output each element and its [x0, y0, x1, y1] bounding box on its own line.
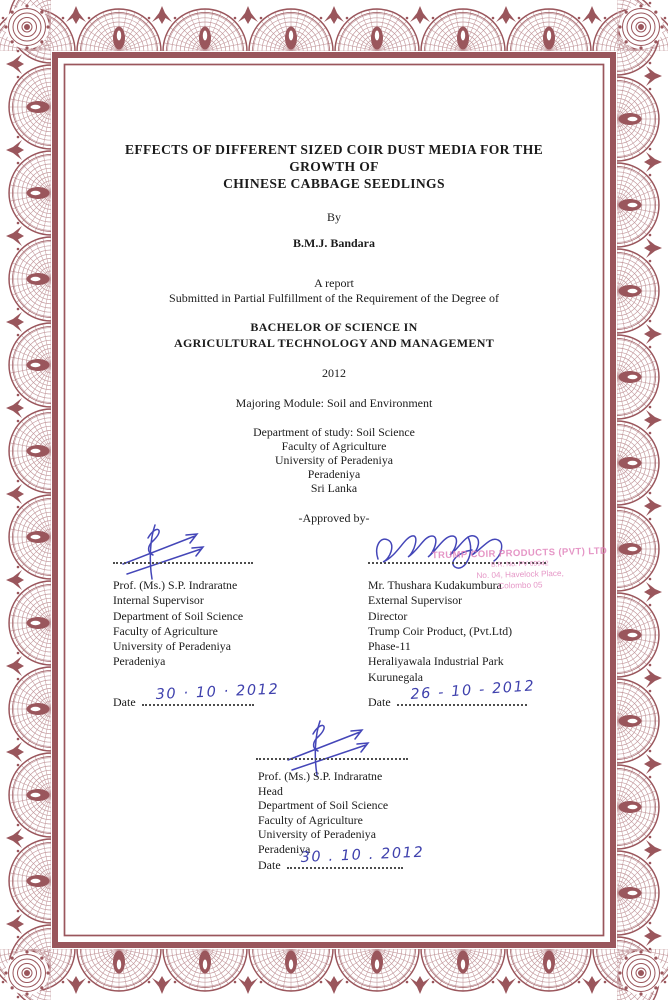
stamp-city: Colombo 05: [498, 579, 543, 591]
head-signature: [284, 717, 376, 777]
signatory-company: Trump Coir Product, (Pvt.Ltd): [368, 623, 513, 638]
report-title-line-2: GROWTH OF: [289, 159, 379, 174]
date-dotted-line: [142, 681, 280, 706]
signature-line: [256, 758, 408, 760]
signatory-role: External Supervisor: [368, 593, 463, 608]
department-line: Department of study: Soil Science: [253, 425, 415, 439]
signatory-role: Head: [258, 783, 283, 798]
report-title-line-1: EFFECTS OF DIFFERENT SIZED COIR DUST MEDIA FOR THE: [124, 142, 544, 157]
majoring-module: Majoring Module: Soil and Environment: [235, 396, 433, 410]
signatory-role: Internal Supervisor: [113, 593, 204, 608]
signatory-dept: Department of Soil Science: [113, 608, 244, 623]
signatory-city: Kurunegala: [368, 669, 424, 684]
internal-date-row: [113, 681, 280, 710]
degree-line-2: AGRICULTURAL TECHNOLOGY AND MANAGEMENT: [174, 336, 494, 350]
signatory-university: University of Peradeniya: [113, 639, 231, 654]
signatory-name: Mr. Thushara Kudakumbura: [368, 578, 502, 592]
signatory-faculty: Faculty of Agriculture: [113, 623, 218, 638]
external-supervisor-details: [368, 578, 512, 685]
city-line: Peradeniya: [307, 467, 361, 481]
internal-supervisor-details: [113, 578, 243, 670]
date-label: Date: [258, 858, 281, 872]
signatory-phase: Phase-11: [368, 639, 411, 654]
date-label: Date: [368, 695, 391, 709]
signature-line: [368, 562, 546, 564]
handwritten-date: 30 · 10 · 2012: [154, 681, 280, 703]
degree-line-1: BACHELOR OF SCIENCE IN: [250, 320, 418, 334]
head-details: [258, 769, 388, 857]
faculty-line: Faculty of Agriculture: [281, 439, 387, 453]
signatory-park: Heraliyawala Industrial Park: [368, 654, 504, 669]
approved-by-label: -Approved by-: [298, 511, 370, 525]
country-line: Sri Lanka: [310, 481, 358, 495]
author-name: B.M.J. Bandara: [292, 236, 375, 250]
stamp-registration: B.R. No. PV 69942: [491, 559, 549, 569]
stamp-company-name: TRUMP COIR PRODUCTS (PVT) LTD: [431, 545, 608, 562]
date-dotted-line: [287, 844, 425, 869]
year: 2012: [322, 366, 346, 380]
signatory-faculty: Faculty of Agriculture: [258, 812, 363, 827]
report-type-line: A report: [314, 276, 354, 290]
signatory-university: University of Peradeniya: [258, 827, 376, 842]
signatory-dept: Department of Soil Science: [258, 798, 389, 813]
stamp-address: No. 04, Havelock Place,: [476, 568, 564, 581]
submission-line: Submitted in Partial Fulfillment of the Requirement of the Degree of: [169, 291, 499, 305]
date-dotted-line: [397, 678, 536, 706]
internal-supervisor-signature: [119, 521, 211, 581]
signatory-name: Prof. (Ms.) S.P. Indraratne: [113, 578, 238, 592]
signatory-city: Peradeniya: [113, 654, 166, 669]
date-label: Date: [113, 695, 136, 709]
report-title-line-3: CHINESE CABBAGE SEEDLINGS: [223, 176, 445, 191]
external-supervisor-signature: [370, 525, 520, 577]
handwritten-date: 26 - 10 - 2012: [409, 678, 536, 703]
external-date-row: [368, 678, 536, 710]
by-label: By: [326, 210, 341, 224]
signature-line: [113, 562, 253, 564]
signatory-name: Prof. (Ms.) S.P. Indraratne: [258, 769, 383, 783]
handwritten-date: 30 . 10 . 2012: [299, 844, 425, 866]
signatory-city: Peradeniya: [258, 841, 311, 856]
university-line: University of Peradeniya: [275, 453, 393, 467]
signatory-title: Director: [368, 608, 408, 623]
